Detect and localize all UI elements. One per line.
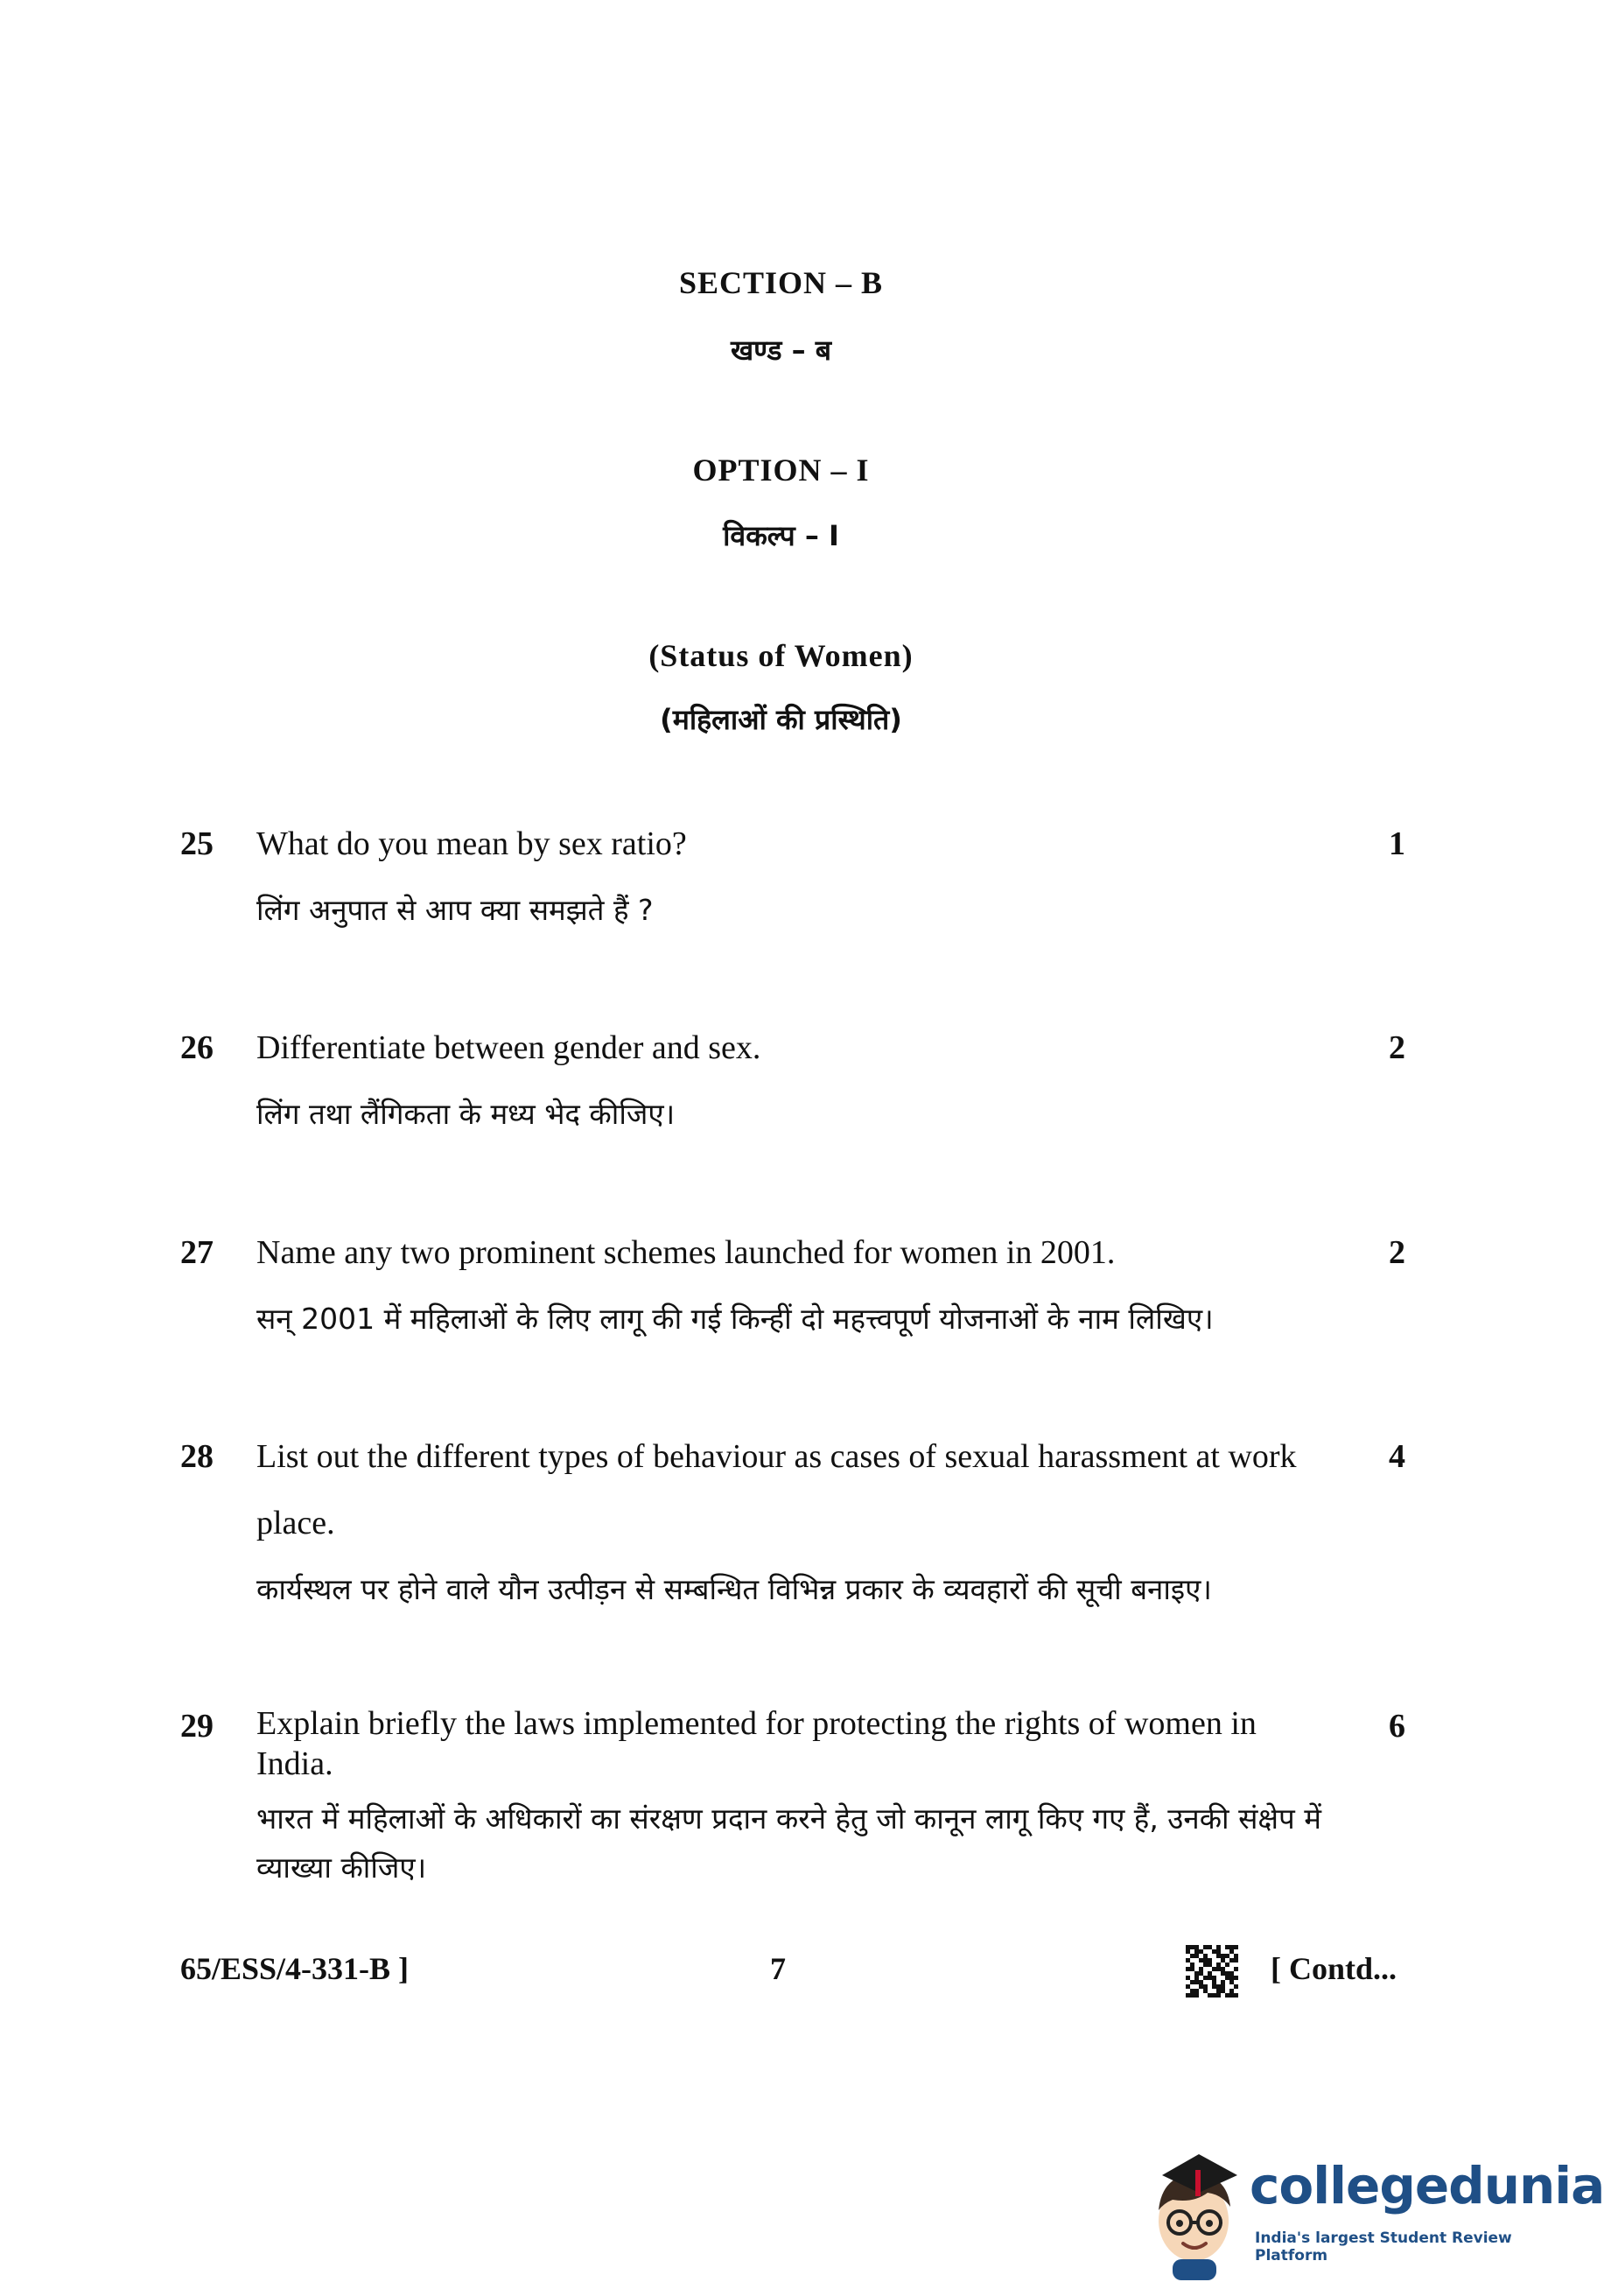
brand-name: collegedunia [1250,2156,1604,2215]
brand-tagline: India's largest Student Review Platform [1255,2229,1512,2264]
question-text-en: Differentiate between gender and sex. [256,1029,761,1066]
contd-label: [ Contd... [1271,1951,1397,1986]
topic-title: (Status of Women) [648,638,914,673]
collegedunia-logo [1146,2140,1604,2289]
question-number: 25 [180,825,214,862]
question-number: 29 [180,1708,214,1745]
option-title: OPTION – I [692,453,870,488]
qr-code-icon [1186,1945,1238,1998]
question-marks: 2 [1389,1029,1405,1066]
question-marks: 4 [1389,1438,1405,1475]
question-marks: 2 [1389,1234,1405,1271]
question-text-hi: कार्यस्थल पर होने वाले यौन उत्पीड़न से सम्बन्धित विभिन्न प्रकार के व्यवहारों की सूची बनाइए। [256,1572,1212,1606]
student-mascot-icon [1146,2149,1244,2280]
section-title-hindi: खण्ड – ब [730,334,832,367]
question-text-hi: भारत में महिलाओं के अधिकारों का संरक्षण प्रदान करने हेतु जो कानून लागू किए गए हैं, उनकी संक्षेप में व्याख्या कीजिए। [256,1801,1322,1885]
question-text-en: Explain briefly the laws implemented for protecting the rights of women in India. [256,1705,1257,1782]
question-text-hi: सन् 2001 में महिलाओं के लिए लागू की गई किन्हीं दो महत्त्वपूर्ण योजनाओं के नाम लिखिए। [256,1302,1214,1336]
section-title: SECTION – B [678,265,884,300]
question-text-en: Name any two prominent schemes launched for women in 2001. [256,1234,1116,1271]
question-number: 26 [180,1029,214,1066]
question-text-en: List out the different types of behaviour as cases of sexual harassment at work place. [256,1438,1297,1541]
option-title-hindi: विकल्प – I [723,519,839,552]
question-text-hi: लिंग तथा लैंगिकता के मध्य भेद कीजिए। [256,1097,676,1131]
question-number: 28 [180,1438,214,1475]
question-text-hi: लिंग अनुपात से आप क्या समझते हैं ? [256,893,654,927]
topic-title-hindi: (महिलाओं की प्रस्थिति) [660,703,902,736]
question-marks: 6 [1389,1708,1405,1745]
paper-code: 65/ESS/4-331-B ] [180,1951,410,1986]
question-marks: 1 [1389,825,1405,862]
question-number: 27 [180,1234,214,1271]
page-number: 7 [770,1951,786,1986]
question-text-en: What do you mean by sex ratio? [256,825,687,862]
